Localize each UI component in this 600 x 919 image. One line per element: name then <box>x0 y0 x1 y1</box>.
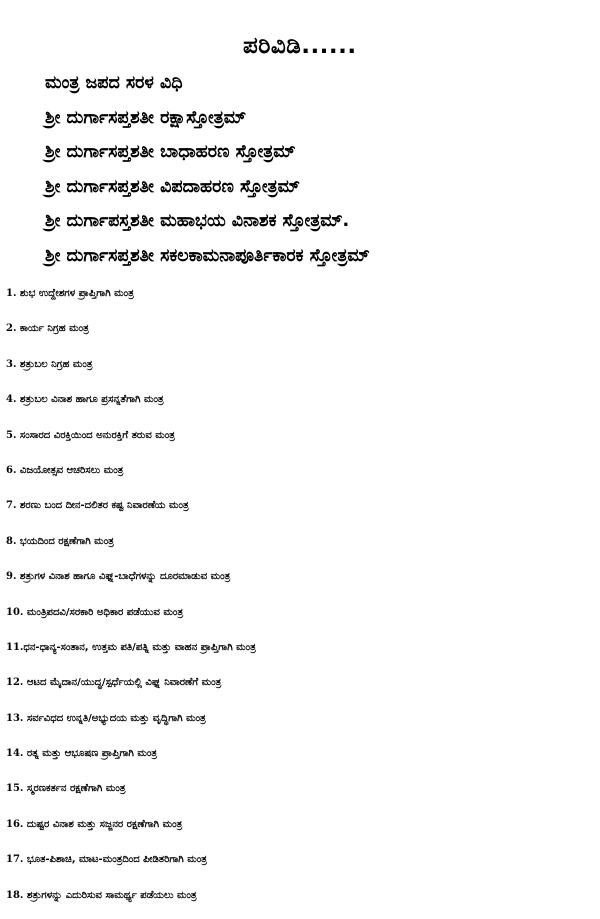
list-item <box>6 347 596 382</box>
item-text: ಶುಭ ಉದ್ದೇಶಗಳ ಪ್ರಾಪ್ತಿಗಾಗಿ ಮಂತ್ರ <box>16 288 134 299</box>
intro-list <box>45 66 585 273</box>
intro-item: ಶ್ರೀ ದುರ್ಗಾಸಪ್ತಶತೀ ಸಕಲಕಾಮನಾಪೂರ್ತಿಕಾರಕ ಸ್ತೋತ್ರಮ್ <box>45 245 370 266</box>
item-text: ಧನ-ಧಾನ್ಯ-ಸಂತಾನ, ಉತ್ತಮ ಪತಿ/ಪತ್ನಿ ಮತ್ತು ವಾಹನ ಪ್ರಾಪ್ತಿಗಾಗಿ ಮಂತ್ರ <box>23 641 256 653</box>
list-item <box>6 878 596 913</box>
list-item <box>6 418 596 453</box>
list-item <box>6 701 596 736</box>
item-number: 16. <box>6 818 24 830</box>
item-number: 10. <box>6 606 24 618</box>
list-item <box>6 665 596 700</box>
intro-item: ಶ್ರೀ ದುರ್ಗಾಸಪ್ತಶತೀ ರಕ್ಷಾಸ್ತೋತ್ರಮ್ <box>45 107 247 128</box>
item-text: ರತ್ನ ಮತ್ತು ಆಭೂಷಣ ಪ್ರಾಪ್ತಿಗಾಗಿ ಮಂತ್ರ <box>23 748 158 760</box>
item-number: 12. <box>6 677 24 689</box>
item-number: 1. <box>6 288 17 299</box>
item-number: 7. <box>6 500 17 512</box>
item-number: 6. <box>6 464 17 476</box>
list-item <box>6 842 596 877</box>
item-text: ಸರ್ವವಿಧದ ಉನ್ನತಿ/ಅಭ್ಯುದಯ ಮತ್ತು ವೃದ್ಧಿಗಾಗಿ ಮಂತ್ರ <box>23 712 206 724</box>
item-text: ಮಂತ್ರಿಪದವಿ/ಸರಕಾರಿ ಅಧಿಕಾರ ಪಡೆಯುವ ಮಂತ್ರ <box>23 606 184 618</box>
intro-item: ಶ್ರೀ ದುರ್ಗಾಸಪ್ತಶತೀ ವಿಪದಾಹರಣ ಸ್ತೋತ್ರಮ್ <box>45 176 300 197</box>
list-item <box>6 595 596 630</box>
item-text: ಶತ್ರುಬಲ ವಿನಾಶ ಹಾಗೂ ಪ್ರಸನ್ನತೆಗಾಗಿ ಮಂತ್ರ <box>16 394 164 406</box>
item-number: 8. <box>6 535 17 547</box>
item-number: 2. <box>6 323 17 335</box>
page-title: ಪರಿವಿಡಿ...... <box>243 33 357 59</box>
list-item <box>6 771 596 806</box>
item-number: 11. <box>6 641 24 653</box>
item-number: 5. <box>6 429 17 441</box>
item-text: ಭಯದಿಂದ ರಕ್ಷಣೆಗಾಗಿ ಮಂತ್ರ <box>16 535 114 547</box>
item-text: ಕಾರ್ಯ ನಿಗ್ರಹ ಮಂತ್ರ <box>16 323 89 335</box>
list-item <box>6 807 596 842</box>
list-item <box>6 276 596 311</box>
item-text: ಭೂತ-ಪಿಶಾಚಿ, ಮಾಟ-ಮಂತ್ರದಿಂದ ಪೀಡಿತರಿಗಾಗಿ ಮಂತ್ರ <box>23 854 207 866</box>
item-text: ಸ್ಮರಣಕರ್ತನ ರಕ್ಷಣೆಗಾಗಿ ಮಂತ್ರ <box>23 783 126 795</box>
item-text: ಶತ್ರುಬಲ ನಿಗ್ರಹ ಮಂತ್ರ <box>16 358 93 370</box>
item-number: 15. <box>6 783 24 795</box>
numbered-list <box>6 276 596 913</box>
item-number: 14. <box>6 748 24 760</box>
list-item <box>6 559 596 594</box>
item-number: 9. <box>6 571 17 583</box>
item-number: 18. <box>6 889 24 901</box>
item-text: ದುಷ್ಟರ ವಿನಾಶ ಮತ್ತು ಸಜ್ಜನರ ರಕ್ಷಣೆಗಾಗಿ ಮಂತ್ರ <box>23 818 183 830</box>
item-number: 3. <box>6 358 17 370</box>
intro-item: ಶ್ರೀ ದುರ್ಗಾಪಸ್ತಶತೀ ಮಹಾಭಯ ವಿನಾಶಕ ಸ್ತೋತ್ರಮ್. <box>45 211 350 231</box>
list-item <box>6 630 596 665</box>
intro-item: ಶ್ರೀ ದುರ್ಗಾಸಪ್ತಶತೀ ಬಾಧಾಹರಣ ಸ್ತೋತ್ರಮ್ <box>45 142 296 162</box>
item-text: ಸಂಸಾರದ ವಿರಕ್ತಿಯಿಂದ ಅನುರಕ್ತಿಗೆ ತರುವ ಮಂತ್ರ <box>16 429 175 441</box>
list-item <box>6 736 596 771</box>
list-item <box>6 311 596 346</box>
item-text: ಶತ್ರುಗಳ ವಿನಾಶ ಹಾಗೂ ವಿಘ್ನ-ಬಾಧೆಗಳನ್ನು ದೂರಮಾಡುವ ಮಂತ್ರ <box>16 571 231 583</box>
list-item <box>6 524 596 559</box>
list-item <box>6 453 596 488</box>
item-text: ವಿಜಯೋತ್ಸವ ಆಚರಿಸಲು ಮಂತ್ರ <box>16 464 124 476</box>
item-text: ಶತ್ರುಗಳನ್ನು ಎದುರಿಸುವ ಸಾಮರ್ಥ್ಯ ಪಡೆಯಲು ಮಂತ್ರ <box>23 889 197 901</box>
item-number: 13. <box>6 712 24 724</box>
item-number: 17. <box>6 854 24 866</box>
item-number: 4. <box>6 394 17 406</box>
intro-item: ಮಂತ್ರ ಜಪದ ಸರಳ ವಿಧಿ <box>45 73 183 93</box>
item-text: ಶರಣು ಬಂದ ದೀನ-ದಲಿತರ ಕಷ್ಟ ನಿವಾರಣೆಯ ಮಂತ್ರ <box>16 500 189 512</box>
item-text: ಆಟದ ಮೈದಾನ/ಯುದ್ಧ/ಸ್ಪರ್ಧೆಯಲ್ಲಿ ವಿಘ್ನ ನಿವಾರಣೆಗೆ ಮಂತ್ರ <box>23 677 222 689</box>
list-item <box>6 488 596 523</box>
list-item <box>6 382 596 417</box>
